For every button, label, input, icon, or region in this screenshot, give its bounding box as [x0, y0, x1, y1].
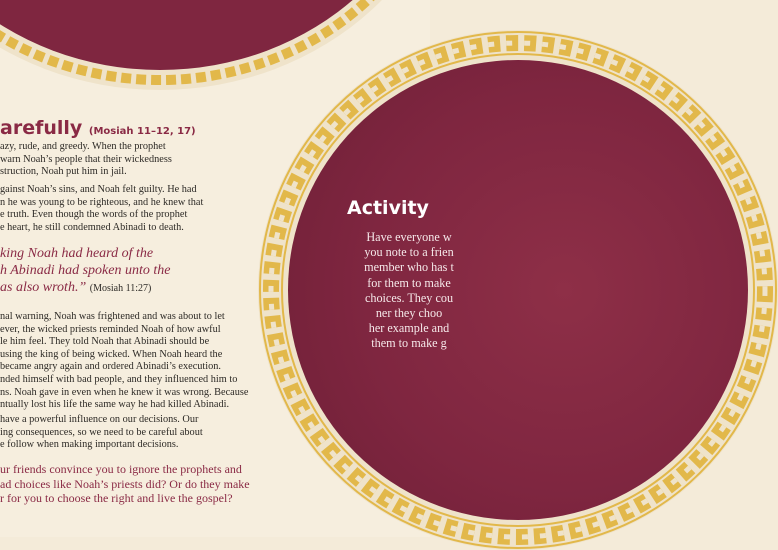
reflection-question: ur friends convince you to ignore the prophets and ad choices like Noah’s priests did? Or do they make r for you to choose the right and live the gospel?: [0, 462, 250, 506]
section-heading: arefully (Mosiah 11–12, 17): [0, 117, 196, 139]
section-reference: (Mosiah 11–12, 17): [88, 126, 196, 137]
paragraph-3: nal warning, Noah was frightened and was about to let ever, the wicked priests reminded Noah of how awful le him feel. They told Noah that Abinadi should be using the king of being wicked. When Noah heard the became angry again and ordered Abinadi’s execution. nded himself with bad people, and they influenced him to ns. Noah gave in even when he knew it was wrong. Because ntually lost his life the same way he had killed Abinadi.: [0, 311, 249, 411]
activity-text: Have everyone w you note to a frien member who has t for them to make choices. They cou ner they choo her example and them to make g: [364, 230, 454, 351]
quote-reference: (Mosiah 11:27): [89, 283, 152, 294]
activity-title: Activity: [347, 197, 429, 219]
paragraph-1: azy, rude, and greedy. When the prophet warn Noah’s people that their wickedness struction, Noah put him in jail.: [0, 141, 172, 178]
scripture-quote: king Noah had heard of the h Abinadi had spoken unto the as also wroth.” (Mosiah 11:27): [0, 246, 171, 295]
paragraph-2: gainst Noah’s sins, and Noah felt guilty. He had n he was young to be righteous, and he knew that e truth. Even though the words of the prophet e heart, he still condemned Abinadi to death.: [0, 184, 204, 233]
paragraph-4: have a powerful influence on our decisions. Our ing consequences, so we need to be careful about e follow when making important decisions.: [0, 414, 203, 451]
